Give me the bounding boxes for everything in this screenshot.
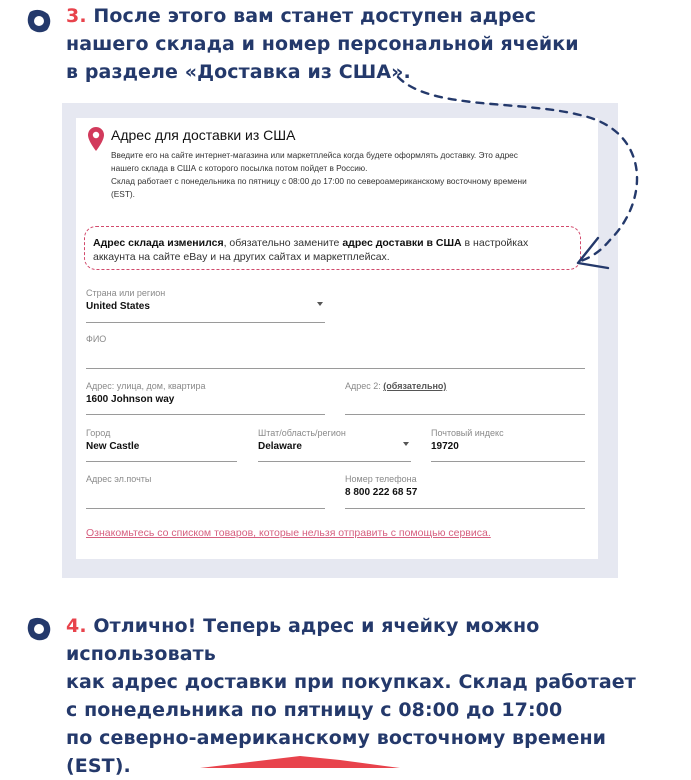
address2-label — [345, 381, 585, 391]
phone-label: Номер телефона — [345, 474, 417, 484]
zip-label: Почтовый индекс — [431, 428, 504, 438]
address2-required-link[interactable]: (обязательно) — [383, 381, 447, 391]
step-bullet-icon — [26, 616, 52, 642]
warning-bold-1: Адрес склада изменился — [93, 237, 224, 249]
field-underline — [258, 461, 411, 462]
location-pin-icon — [88, 127, 104, 151]
step-4-line-4: по северно-американскому восточному времени (EST). — [66, 727, 607, 777]
state-select[interactable] — [258, 428, 411, 462]
warning-line-2: аккаунта на сайте eBay и на других сайтах и маркетплейсах. — [93, 251, 390, 263]
city-value: New Castle — [86, 441, 140, 452]
field-underline — [345, 508, 585, 509]
zip-value: 19720 — [431, 441, 459, 452]
address1-label: Адрес: улица, дом, квартира — [86, 381, 206, 391]
zip-input[interactable] — [431, 428, 585, 462]
warning-text — [93, 236, 583, 264]
country-select[interactable] — [86, 288, 325, 323]
field-underline — [86, 414, 325, 415]
state-label: Штат/область/регион — [258, 428, 346, 438]
phone-input[interactable] — [345, 474, 585, 509]
state-value: Delaware — [258, 441, 302, 452]
chevron-down-icon — [403, 442, 409, 446]
city-input[interactable] — [86, 428, 237, 462]
email-label: Адрес эл.почты — [86, 474, 152, 484]
step-bullet-icon — [26, 8, 52, 34]
step-4-line-3: с понедельника по пятницу с 08:00 до 17:00 — [66, 699, 563, 721]
prohibited-items-link[interactable]: Ознакомьтесь со списком товаров, которые нельзя отправить с помощью сервиса. — [86, 527, 491, 539]
card-description-line: нашего склада в США с которого посылка потом пойдет в Россию. — [111, 163, 368, 173]
warning-bold-2: адрес доставки в США — [342, 237, 462, 249]
field-underline — [86, 368, 585, 369]
step-3-line-2: нашего склада и номер персональной ячейки — [66, 33, 579, 55]
warning-text-1: , обязательно замените — [223, 237, 343, 249]
card-title: Адрес для доставки из США — [111, 127, 296, 143]
step-3-number: 3. — [66, 5, 87, 27]
step-4-line-2: как адрес доставки при покупках. Склад работает — [66, 671, 636, 693]
field-underline — [431, 461, 585, 462]
step-4-number: 4. — [66, 615, 87, 637]
country-value: United States — [86, 301, 150, 312]
phone-value: 8 800 222 68 57 — [345, 487, 418, 498]
field-underline — [86, 322, 325, 323]
card-description-line: Введите его на сайте интернет-магазина или маркетплейса когда будете оформлять доставку. Это адрес — [111, 150, 518, 160]
card-description-line: (EST). — [111, 189, 135, 199]
fio-value — [86, 347, 585, 359]
field-underline — [345, 414, 585, 415]
fio-label: ФИО — [86, 334, 107, 344]
country-label: Страна или регион — [86, 288, 166, 298]
card-description — [111, 149, 591, 201]
chevron-down-icon — [317, 302, 323, 306]
address1-input[interactable] — [86, 381, 325, 415]
card-description-line: Склад работает с понедельника по пятницу с 08:00 до 17:00 по североамериканскому восточному времени — [111, 176, 527, 186]
address2-value — [345, 394, 585, 406]
address2-input[interactable] — [345, 381, 585, 415]
field-underline — [86, 461, 237, 462]
city-label: Город — [86, 428, 111, 438]
email-value — [86, 487, 325, 499]
email-input[interactable] — [86, 474, 325, 509]
warning-text-2: в настройках — [461, 237, 529, 249]
step-3-line-3: в разделе «Доставка из США». — [66, 61, 411, 83]
field-underline — [86, 508, 325, 509]
address2-label-text: Адрес 2: — [345, 381, 384, 391]
step-4-line-1: Отлично! Теперь адрес и ячейку можно использовать — [66, 615, 540, 665]
step-3-line-1: После этого вам станет доступен адрес — [93, 5, 537, 27]
fio-input[interactable] — [86, 334, 585, 369]
address1-value: 1600 Johnson way — [86, 394, 175, 405]
